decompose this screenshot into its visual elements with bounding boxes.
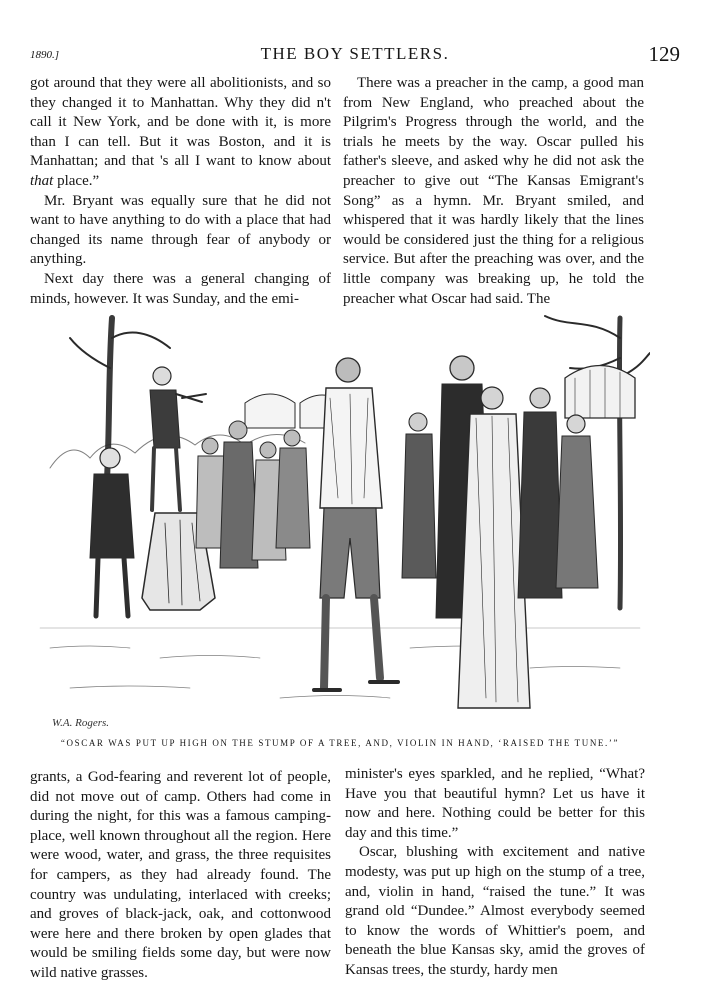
column-bottom-right bbox=[345, 765, 645, 981]
paragraph: minister's eyes sparkled, and he replied, “What? Have you that beautiful hymn? Let us have it now and here. Nothing could be better for this day and this time.” bbox=[345, 766, 645, 841]
paragraph: Oscar, blushing with excitement and native modesty, was put up high on the stump of a tree, and, violin in hand, “raised the tune.” It was grand old “Dundee.” Almost everybody seemed to know the words of Whittier's poem, and beneath the blue Kansas sky, amid the groves of Kansas trees, the sturdy, hardy men bbox=[345, 844, 645, 978]
column-top-left bbox=[30, 74, 331, 309]
paragraph: Mr. Bryant was equally sure that he did not want to have anything to do with a place that had changed its name through fear of anybody or anything. bbox=[30, 192, 331, 268]
running-title: THE BOY SETTLERS. bbox=[260, 44, 450, 63]
running-header bbox=[30, 43, 680, 67]
paragraph: There was a preacher in the camp, a good man from New England, who preached about the Pilgrim's Progress through the world, and the trials he meets by the way. Oscar pulled his father's sleeve, and asked why he did not ask the preacher to give out “The Kansas Emigrant's Song” as a hymn. Mr. Bryant smiled, and whispered that it was hardly likely that the lines would be considered just the thing for a religious service. But after the preaching was over, and the little company was breaking up, he told the preacher what Oscar had said. The bbox=[343, 75, 644, 307]
column-bottom-left bbox=[30, 768, 331, 984]
issue-year: 1890.] bbox=[30, 49, 60, 61]
column-top-right bbox=[343, 74, 644, 309]
engraving-illustration bbox=[30, 298, 650, 734]
page-number: 129 bbox=[648, 42, 680, 66]
paragraph: grants, a God-fearing and reverent lot of people, did not move out of camp. Others had come in during the night, for this was a famous camping-place, well known throughout all the region. Here were wood, water, and grass, the three requisites for campers, as they had already found. The country was undulating, interlaced with creeks; and groves of black-jack, oak, and cottonwood were here and there broken by open glades that would be smiling fields some day, but were now wild native grasses. bbox=[30, 769, 331, 981]
artist-signature: W.A. Rogers. bbox=[52, 717, 110, 729]
emphasis: that bbox=[30, 172, 54, 189]
figure-caption: “OSCAR WAS PUT UP HIGH ON THE STUMP OF A TREE, AND, VIOLIN IN HAND, ‘RAISED THE TUNE.’” bbox=[60, 738, 620, 748]
paragraph: Next day there was a general changing of minds, however. It was Sunday, and the emi- bbox=[30, 270, 331, 307]
paragraph: got around that they were all abolitionists, and so they changed it to Manhattan. Why they did n't call it New York, and be done with it, is more than I can tell. But it was Boston, and it is Manhattan; and that 's all I want to know about that place.” bbox=[30, 75, 331, 189]
